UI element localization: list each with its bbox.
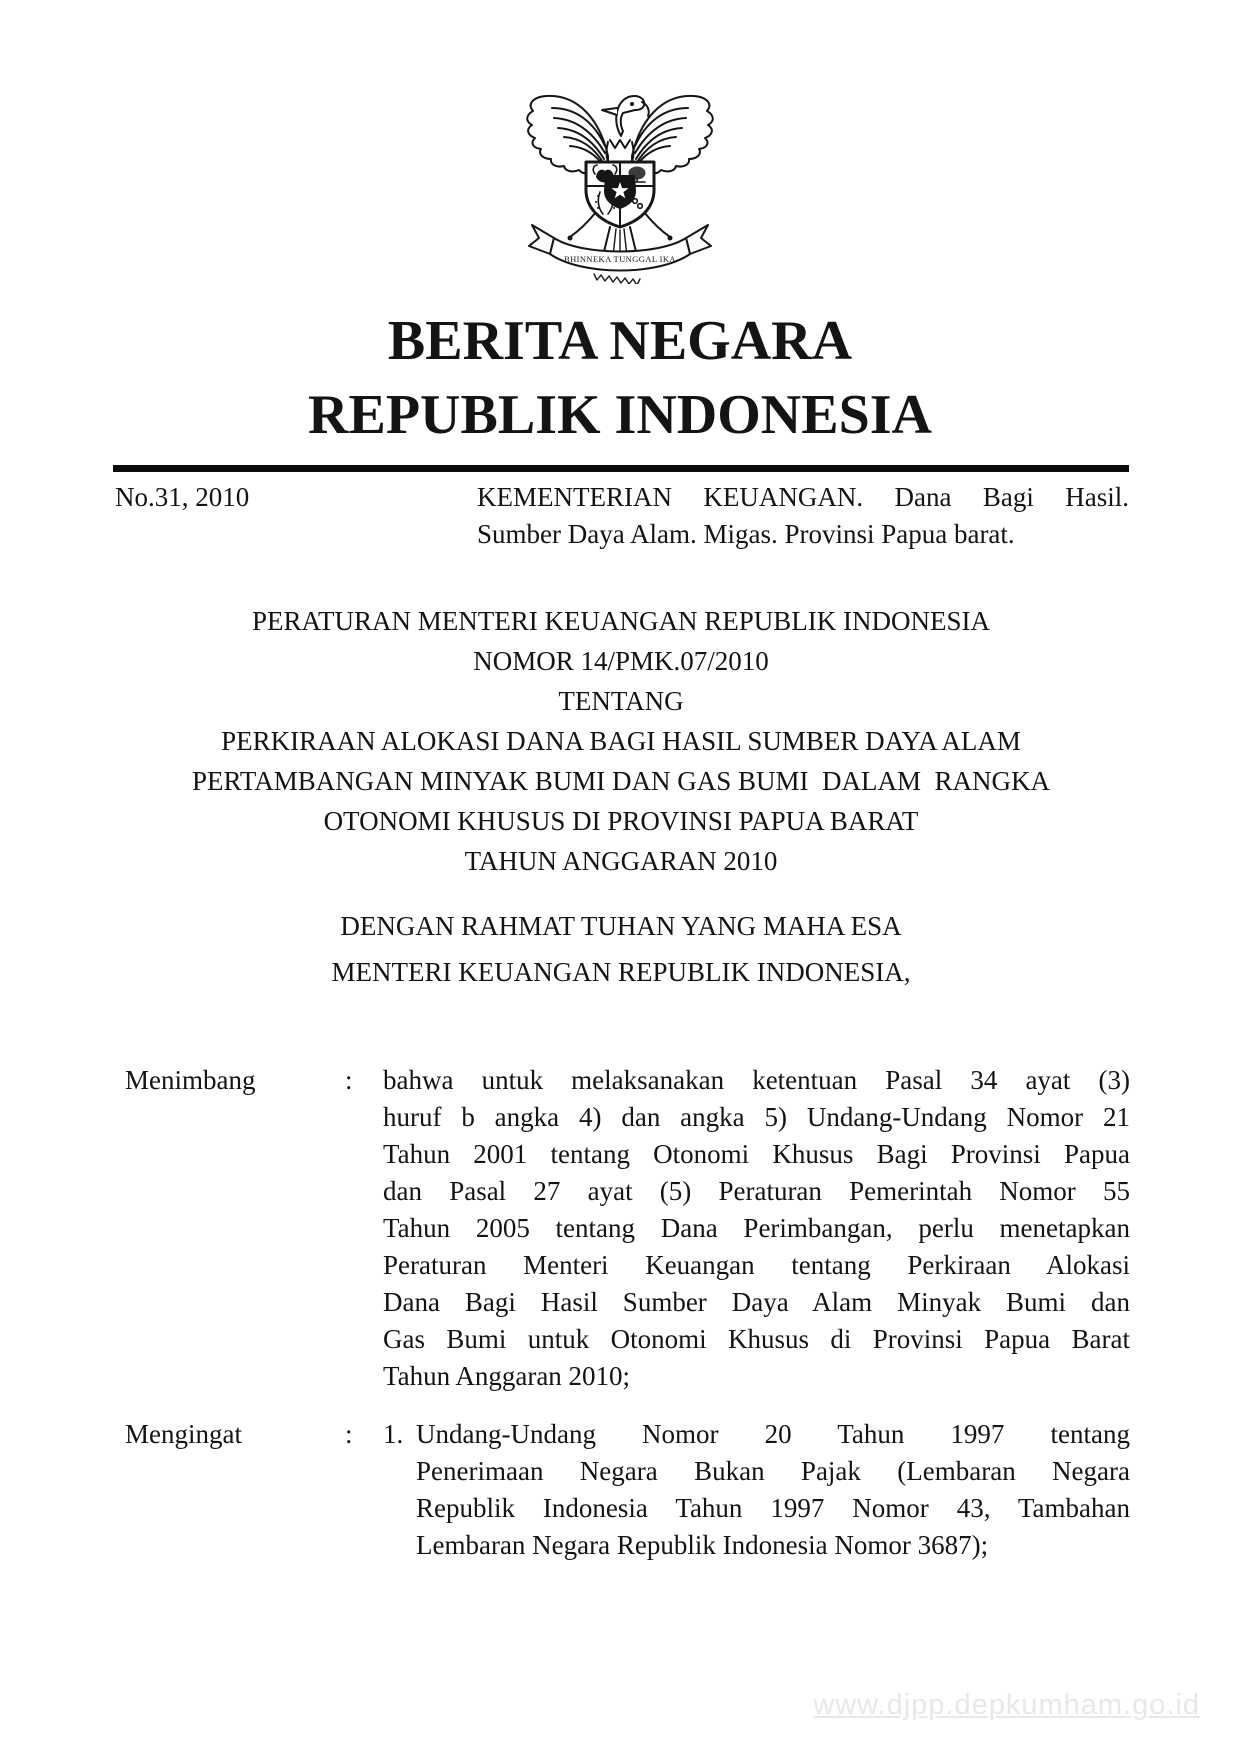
subject-block — [477, 479, 1129, 553]
menimbang-text — [383, 1062, 1130, 1395]
regulation-title — [113, 601, 1129, 881]
text-line: Tahun 2001 tentang Otonomi Khusus Bagi Provinsi Papua — [383, 1139, 1130, 1169]
masthead-line2: REPUBLIK INDONESIA — [308, 384, 932, 446]
menimbang-label: Menimbang — [125, 1065, 256, 1095]
text-line: Lembaran Negara Republik Indonesia Nomor 3687); — [416, 1530, 989, 1560]
text-line: PERKIRAAN ALOKASI DANA BAGI HASIL SUMBER DAYA ALAM — [221, 726, 1021, 756]
text-line: dan Pasal 27 ayat (5) Peraturan Pemerintah Nomor 55 — [383, 1176, 1130, 1206]
text-line: Peraturan Menteri Keuangan tentang Perkiraan Alokasi — [383, 1250, 1130, 1280]
text-line: OTONOMI KHUSUS DI PROVINSI PAPUA BARAT — [323, 806, 919, 836]
text-line: TAHUN ANGGARAN 2010 — [464, 846, 778, 876]
mengingat-item-text — [416, 1416, 1130, 1564]
text-line: Republik Indonesia Tahun 1997 Nomor 43, Tambahan — [416, 1493, 1130, 1523]
mengingat-label: Mengingat — [125, 1419, 242, 1449]
text-line: Gas Bumi untuk Otonomi Khusus di Provinsi Papua Barat — [383, 1324, 1130, 1354]
watermark-link[interactable]: www.djpp.depkumham.go.id — [813, 1689, 1200, 1721]
colon-separator: : — [345, 1419, 353, 1449]
text-line: PERATURAN MENTERI KEUANGAN REPUBLIK INDONESIA — [252, 606, 990, 636]
subject-line1: KEMENTERIAN KEUANGAN. Dana Bagi Hasil. — [477, 482, 1129, 512]
preamble — [113, 903, 1129, 995]
text-line: huruf b angka 4) dan angka 5) Undang-Undang Nomor 21 — [383, 1102, 1130, 1132]
garuda-pancasila-emblem — [520, 84, 720, 284]
item-number: 1. — [383, 1419, 404, 1449]
text-line: Tahun 2005 tentang Dana Perimbangan, perlu menetapkan — [383, 1213, 1130, 1243]
text-line: bahwa untuk melaksanakan ketentuan Pasal 34 ayat (3) — [383, 1065, 1130, 1095]
considerations-section — [125, 1062, 1130, 1395]
text-line: Tahun Anggaran 2010; — [383, 1361, 631, 1391]
text-line: Dana Bagi Hasil Sumber Daya Alam Minyak Bumi dan — [383, 1287, 1130, 1317]
text-line: TENTANG — [558, 686, 684, 716]
legal-basis-section — [125, 1416, 1130, 1564]
text-line: Undang-Undang Nomor 20 Tahun 1997 tentang — [416, 1419, 1130, 1449]
gazette-header-row — [115, 479, 1129, 553]
masthead-rule — [113, 465, 1129, 472]
preamble-invocation: DENGAN RAHMAT TUHAN YANG MAHA ESA — [340, 911, 902, 941]
emblem-motto: BHINNEKA TUNGGAL IKA — [564, 254, 676, 264]
colon-separator: : — [345, 1065, 353, 1095]
text-line: NOMOR 14/PMK.07/2010 — [473, 646, 769, 676]
masthead-line1: BERITA NEGARA — [387, 310, 853, 372]
text-line: Penerimaan Negara Bukan Pajak (Lembaran Negara — [416, 1456, 1130, 1486]
subject-line2: Sumber Daya Alam. Migas. Provinsi Papua barat. — [477, 519, 1015, 549]
issue-number: No.31, 2010 — [115, 482, 250, 512]
pancasila-shield — [586, 162, 654, 227]
garuda-emblem-drawing — [520, 84, 720, 284]
text-line: PERTAMBANGAN MINYAK BUMI DAN GAS BUMI DALAM RANGKA — [191, 766, 1050, 796]
gazette-masthead — [0, 304, 1240, 452]
preamble-authority: MENTERI KEUANGAN REPUBLIK INDONESIA, — [331, 957, 911, 987]
